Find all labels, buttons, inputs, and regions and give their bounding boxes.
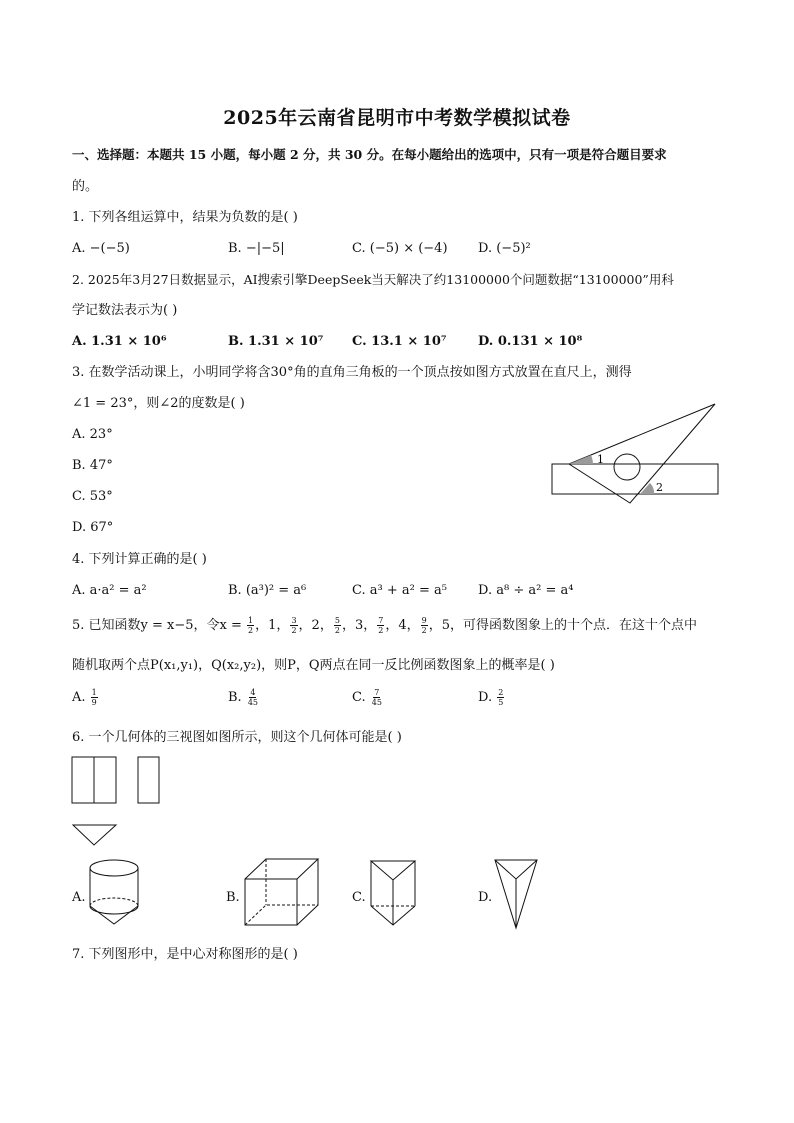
q2-option-b: B. 1.31 × 10⁷ (228, 334, 324, 349)
q6-option-a-label: A. (72, 890, 86, 905)
q4-option-c: C. a³ + a² = a⁵ (352, 583, 447, 598)
q1-option-c: C. (−5) × (−4) (352, 241, 448, 256)
q4-option-b: B. (a³)² = a⁶ (228, 583, 307, 598)
q3-stem-line1: 3. 在数学活动课上，小明同学将含30°角的直角三角板的一个顶点按如图方式放置在直尺上，测得 (72, 365, 632, 380)
q2-option-d: D. 0.131 × 10⁸ (478, 334, 583, 349)
q5-value-9: $\frac{9}{2}$ (421, 616, 427, 635)
q5-stem-suffix: ，可得函数图象上的十个点．在这十个点中 (450, 618, 698, 633)
q5-value-5: $\frac{5}{2}$ (334, 616, 340, 635)
q5-value-4: 2 (311, 618, 320, 633)
q6-option-b-label: B. (226, 890, 240, 905)
angle-2-label: 2 (656, 481, 663, 494)
q2-option-c: C. 13.1 × 10⁷ (352, 334, 447, 349)
angle-1-label: 1 (597, 453, 604, 466)
q5-value-3: $\frac{3}{2}$ (291, 616, 297, 635)
q3-stem-line2: ∠1 = 23°，则∠2的度数是( ) (72, 396, 245, 411)
q5-value-2: 1 (268, 618, 277, 633)
section-header-line2: 的。 (72, 179, 99, 194)
q5-value-7: $\frac{7}{2}$ (378, 616, 384, 635)
q2-stem-line1: 2. 2025年3月27日数据显示，AI搜索引擎DeepSeek当天解决了约13100000个问题数据“13100000”用科 (72, 272, 674, 287)
q6-option-b-figure (242, 856, 322, 928)
q5-option-c: C. $\frac{7}{45}$ (352, 688, 382, 707)
q6-stem: 6. 一个几何体的三视图如图所示，则这个几何体可能是( ) (72, 730, 402, 745)
q4-option-d: D. a⁸ ÷ a² = a⁴ (478, 583, 574, 598)
q5-value-1: $\frac{1}{2}$ (248, 616, 254, 635)
section-header-line1: 一、选择题：本题共 15 小题，每小题 2 分，共 30 分。在每小题给出的选项中，只有一项是符合题目要求 (72, 147, 667, 162)
q5-stem-line1: 5. 已知函数y = x−5，令x = $\frac{1}{2}$ ，1， $\frac{3}{2}$ ，2， $\frac{5}{2}$ ，3， $\frac{7}{2}$ ，4， $\frac{9}{2}$ ，5，可得函数图象上的十个点．在这十个点中 (72, 616, 698, 635)
q5-option-a: A. $\frac{1}{9}$ (72, 688, 97, 707)
q6-three-views-figure (70, 755, 170, 850)
q4-option-a: A. a·a² = a² (72, 583, 147, 598)
q5-value-8: 4 (398, 618, 407, 633)
q4-stem: 4. 下列计算正确的是( ) (72, 552, 207, 567)
q1-option-a: A. −(−5) (72, 241, 130, 256)
page-title: 2025年云南省昆明市中考数学模拟试卷 (223, 107, 571, 129)
q3-option-d: D. 67° (72, 520, 114, 535)
q6-option-a-figure (86, 858, 142, 928)
q3-ruler-triangle-figure (548, 400, 723, 508)
q3-option-b: B. 47° (72, 458, 113, 473)
q6-option-c-label: C. (352, 890, 366, 905)
q1-stem: 1. 下列各组运算中，结果为负数的是( ) (72, 210, 298, 225)
q1-option-b: B. −|−5| (228, 241, 285, 256)
q7-stem: 7. 下列图形中，是中心对称图形的是( ) (72, 947, 298, 962)
q2-option-a: A. 1.31 × 10⁶ (72, 334, 167, 349)
q6-option-c-figure (368, 858, 418, 928)
q3-option-a: A. 23° (72, 427, 113, 442)
q5-value-6: 3 (354, 618, 364, 633)
q5-stem-line2: 随机取两个点P(x₁,y₁)，Q(x₂,y₂)，则P，Q两点在同一反比例函数图象上的概率是( ) (72, 658, 555, 673)
q5-value-10: 5 (441, 618, 451, 633)
q5-stem-prefix: 5. 已知函数y = x−5，令x = (72, 618, 247, 633)
q5-option-b: B. $\frac{4}{45}$ (228, 688, 259, 707)
q6-option-d-figure (492, 857, 540, 931)
q1-option-d: D. (−5)² (478, 241, 531, 256)
q2-stem-line2: 学记数法表示为( ) (72, 303, 178, 318)
q5-option-d: D. $\frac{2}{5}$ (478, 688, 504, 707)
q3-option-c: C. 53° (72, 489, 113, 504)
q6-option-d-label: D. (478, 890, 493, 905)
